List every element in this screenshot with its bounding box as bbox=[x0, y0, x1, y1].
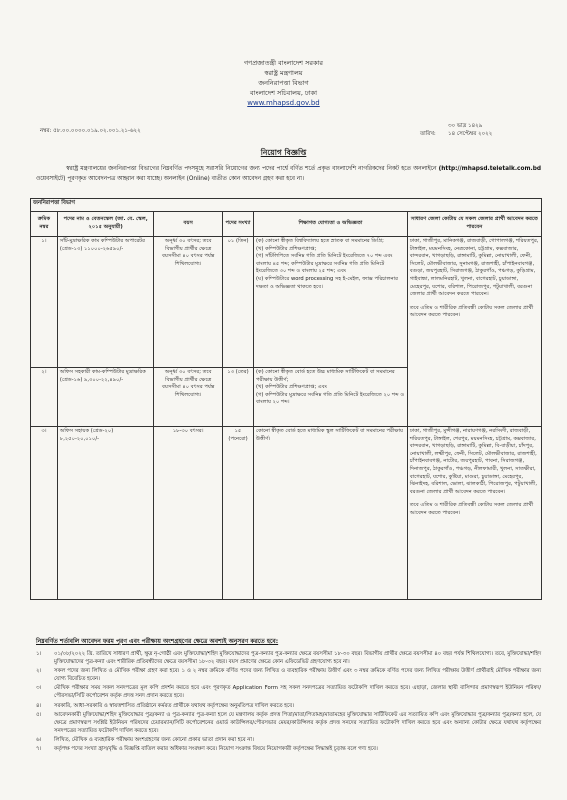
table-row bbox=[31, 427, 542, 600]
condition-number: ৩। bbox=[36, 685, 42, 692]
col-district: সাধারণ জেলা কোটায় যে সকল জেলার প্রার্থী আবেদন করতে পারবেন bbox=[407, 212, 541, 237]
website-link[interactable]: www.mhapsd.gov.bd bbox=[247, 99, 320, 107]
condition-item bbox=[36, 736, 541, 744]
district-note: তবে এতিম ও শারীরিক প্রতিবন্ধী কোটায় সকল জেলার প্রার্থী আবেদন করতে পারবেন। bbox=[409, 502, 534, 516]
notice-title: নিয়োগ বিজ্ঞপ্তি bbox=[260, 148, 307, 157]
vacancy-table bbox=[30, 198, 542, 600]
table-row bbox=[31, 237, 542, 368]
condition-text: লিখিত, মৌখিক ও ব্যবহারিক পরীক্ষায় অংশগ্রহণের জন্য কোনো প্রকার ভাতা প্রদান করা হবে না। bbox=[54, 736, 254, 743]
date-bangla: ৩০ ভাদ্র ১৪২৯ bbox=[448, 123, 483, 129]
row-post: অফিস সহায়ক (গ্রেড-২০) ৮,২৫০-২০,০১০/- bbox=[57, 427, 154, 600]
notice-date bbox=[420, 122, 493, 138]
row-qualification bbox=[253, 237, 407, 368]
government-header bbox=[0, 58, 567, 108]
date-english: ১৪ সেপ্টেম্বর ২০২২ bbox=[448, 131, 493, 137]
qualification-line: (খ) কম্পিউটার প্রশিক্ষণপ্রাপ্ত; bbox=[255, 245, 317, 252]
row-age: অনূর্ধ্ব ৩০ বৎসর; তবে বিভাগীয় প্রার্থীর ক্ষেত্রে বয়সসীমা ৪০ বৎসর পর্যন্ত শিথিলযোগ্য। bbox=[154, 237, 223, 368]
header-division: জননিরাপত্তা বিভাগ bbox=[258, 79, 309, 87]
qualification-line: (গ) কম্পিউটার মুদ্রাক্ষরে সর্বনিম্ন গতি প্রতি মিনিটে ইংরেজিতে ২০ শব্দ ও বাংলায় ২০ শব্দ। bbox=[255, 391, 405, 406]
qualification-line: কোনো স্বীকৃত বোর্ড হতে মাধ্যমিক স্কুল সার্টিফিকেট বা সমমানের পরীক্ষায় উত্তীর্ণ। bbox=[255, 428, 404, 442]
col-post: পদের নাম ও বেতনস্কেল (জা. বে. স্কেল, ২০১৫ অনুযায়ী) bbox=[57, 212, 154, 237]
qualification-line: (ক) কোনো স্বীকৃত বোর্ড হতে উচ্চ মাধ্যমিক সার্টিফিকেট বা সমমানের পরীক্ষায় উত্তীর্ণ; bbox=[255, 369, 395, 383]
district-names: ঢাকা, গাজীপুর, মানিকগঞ্জ, রাজবাড়ী, গোপালগঞ্জ, শরিয়তপুর, টাঙ্গাইল, ময়মনসিংহ, নেত্রকোনা, চট্টগ্রাম, কক্সবাজার, বান্দরবান, খাগড়াছড়ি, রাঙ্গামাটি, কুমিল্লা, নোয়াখালী, ফেনী, সিলেট, মৌলভীবাজার, সুনামগঞ্জ, রাজশাহী, চাঁপাইনবাবগঞ্জ, বগুড়া, জয়পুরহাট, সিরাজগঞ্জ, ঠাকুরগাঁও, পঞ্চগড়, কুড়িগ্রাম, গাইবান্ধা, লালমনিরহাট, খুলনা, বাগেরহাট, চুয়াডাঙ্গা, মেহেরপুর, যশোর, বরিশাল, পিরোজপুর, পটুয়াখালী, বরগুনা জেলার প্রার্থী আবেদন করতে পারবেন। bbox=[409, 238, 539, 298]
qualification-line: (খ) কম্পিউটার প্রশিক্ষণপ্রাপ্ত; এবং bbox=[255, 384, 327, 391]
row-serial: ১। bbox=[31, 237, 58, 368]
row-serial: ৩। bbox=[31, 427, 58, 600]
intro-text: স্বরাষ্ট্র মন্ত্রণালয়ের জননিরাপত্তা বিভাগের নিম্নবর্ণিত পদসমূহে সরাসরি নিয়োগের জন্য পদের পার্শ্বে বর্ণিত শর্তে প্রকৃত বাংলাদেশি নাগরিকদের নিকট হতে অনলাইনে bbox=[66, 166, 437, 172]
district-names: ঢাকা, গাজীপুর, মুন্সীগঞ্জ, নারায়ণগঞ্জ, নরসিংদী, রাজবাড়ী, শরিয়তপুর, টাঙ্গাইল, শেরপুর, ময়মনসিংহ, চট্টগ্রাম, কক্সবাজার, বান্দরবান, খাগড়াছড়ি, রাঙ্গামাটি, কুমিল্লা, বি-বাড়ীয়া, চাঁদপুর, নোয়াখালী, লক্ষ্মীপুর, ফেনী, সিলেট, মৌলভীবাজার, রাজশাহী, চাঁপাইনবাবগঞ্জ, নাটোর, জয়পুরহাট, পাবনা, সিরাজগঞ্জ, দিনাজপুর, ঠাকুরগাঁও, পঞ্চগড়, নীলফামারী, খুলনা, সাতক্ষীরা, বাগেরহাট, যশোর, কুষ্টিয়া, মাগুরা, চুয়াডাঙ্গা, মেহেরপুর, ঝিনাইদহ, বরিশাল, ভোলা, ঝালকাঠী, পিরোজপুর, পটুয়াখালী, বরগুনা জেলার প্রার্থী আবেদন করতে পারবেন। bbox=[409, 428, 537, 495]
qualification-line: (ক) কোনো স্বীকৃত বিশ্ববিদ্যালয় হতে স্নাতক বা সমমানের ডিগ্রি; bbox=[255, 238, 384, 244]
conditions-list bbox=[36, 650, 541, 754]
condition-number: ৫। bbox=[36, 711, 42, 718]
col-qualification: শিক্ষাগত যোগ্যতা ও অভিজ্ঞতা bbox=[253, 212, 407, 237]
row-serial: ২। bbox=[31, 368, 58, 427]
row-age: ১৮-৩০ বৎসর। bbox=[154, 427, 223, 600]
memo-number: নম্বর: ৫৮.০০.০০০০.০১৯.০২.০০১.২১-৬২২ bbox=[40, 128, 141, 134]
header-line-1: গণপ্রজাতন্ত্রী বাংলাদেশ সরকার bbox=[244, 59, 323, 67]
row-age: অনূর্ধ্ব ৩০ বৎসর; তবে বিভাগীয় প্রার্থীর ক্ষেত্রে বয়সসীমা ৪০ বৎসর পর্যন্ত শিথিলযোগ্য। bbox=[154, 368, 223, 427]
teletalk-link[interactable]: (http://mhapsd.teletalk.com.bd bbox=[438, 166, 542, 172]
qualification-line: (গ) সাঁটলিপিতে সর্বনিম্ন গতি প্রতি মিনিটে ইংরেজিতে ৭০ শব্দ এবং বাংলায় ৪৫ শব্দ; কম্পিউটার মুদ্রাক্ষরে সর্বনিম্ন গতি প্রতি মিনিটে ইংরেজিতে ৩০ শব্দ ও বাংলায় ২৫ শব্দ; এবং bbox=[255, 253, 393, 275]
condition-item bbox=[36, 745, 541, 753]
condition-number: ৬। bbox=[36, 736, 42, 743]
row-count: ১৩ (তের) bbox=[223, 368, 254, 427]
row-post: অফিস সহকারী কাম-কম্পিউটার মুদ্রাক্ষরিক (গ্রেড-১৬) ৯,৩০০-২২,৪৯০/- bbox=[57, 368, 154, 427]
row-qualification bbox=[253, 427, 407, 600]
conditions-title: নিম্নবর্ণিত শর্তাবলি আবেদন ফরম পূরণ এবং পরীক্ষায় অংশগ্রহণের ক্ষেত্রে অবশ্যই অনুসরণ করতে হবে: bbox=[36, 638, 279, 645]
header-ministry: স্বরাষ্ট্র মন্ত্রণালয় bbox=[264, 69, 303, 77]
row-post: সাঁট-মুদ্রাক্ষরিক কাম কম্পিউটার অপারেটর (গ্রেড-১৩) ১১০০০-২৬৫৯০/- bbox=[57, 237, 154, 368]
table-header-row bbox=[31, 212, 542, 237]
col-count: পদের সংখ্যা bbox=[223, 212, 254, 237]
condition-text: কর্তৃপক্ষ পদের সংখ্যা হ্রাস/বৃদ্ধি ও বিজ্ঞপ্তি বাতিল করার অধিকার সংরক্ষণ করে। নিয়োগ সংক্রান্ত বিষয়ে নিয়োগকারী কর্তৃপক্ষের সিদ্ধান্তই চূড়ান্ত বলে গণ্য হবে। bbox=[54, 746, 378, 753]
district-list bbox=[407, 237, 541, 427]
condition-number: ৪। bbox=[36, 702, 42, 709]
intro-paragraph bbox=[36, 164, 541, 184]
condition-number: ১। bbox=[36, 651, 42, 657]
condition-item bbox=[36, 650, 541, 666]
condition-item bbox=[36, 702, 541, 710]
condition-text: ০১/০৮/২০২২ খ্রি. তারিখে সাধারণ প্রার্থী, ক্ষুদ্র নৃ-গোষ্ঠী এবং মুক্তিযোদ্ধা/শহিদ মুক্তিযোদ্ধাদের পুত্র-কন্যার পুত্র-কন্যার ক্ষেত্রে বয়সসীমা ১৮-৩০ বছর। বিভাগীয় প্রার্থীর ক্ষেত্রে বয়সসীমা ৪০ বছর পর্যন্ত শিথিলযোগ্য। তবে, মুক্তিযোদ্ধা/শহিদ মুক্তিযোদ্ধাদের পুত্র-কন্যা এবং শারীরিক প্রতিবন্ধীদের ক্ষেত্রে বয়সসীমা ১৮-৩২ বছর। বয়স প্রমাণের ক্ষেত্রে কোন এফিডেভিট গ্রহণযোগ্য হবে না। bbox=[54, 651, 541, 666]
col-age: বয়স bbox=[154, 212, 223, 237]
department-name: জননিরাপত্তা বিভাগ bbox=[31, 199, 542, 212]
date-label: তারিখ: bbox=[420, 131, 436, 137]
condition-text: মৌখিক পরীক্ষার সময় সকল সনদপত্রের মূল কপি প্রদর্শন করতে হবে এবং পূরণকৃত Application Form সহ সকল সনদপত্রের সত্যায়িত ফটোকপি দাখিল করতে হবে। এছাড়া, জেলার স্থায়ী বাসিন্দার প্রমাণস্বরূপ ইউনিয়ন পরিষদ/পৌরসভা/সিটি কর্পোরেশন কর্তৃক প্রদত্ত সনদ প্রদান করতে হবে। bbox=[54, 685, 541, 700]
qualification-line: (ঘ) কম্পিউটারে word processing সহ ই-মেইল, ফ্যাক্স পরিচালনার দক্ষতা ও অভিজ্ঞতা থাকতে হবে। bbox=[255, 275, 398, 290]
condition-number: ৭। bbox=[36, 746, 42, 753]
intro-text-rest: ওয়েবসাইটে) পূরণকৃত আবেদনপত্র আহ্বান করা যাচ্ছে। অনলাইন (Online) ব্যতীত কোন আবেদন গ্রহণ করা হবে না। bbox=[36, 176, 304, 182]
condition-text: সরকারি, আধা-সরকারি ও স্বায়ত্তশাসিত প্রতিষ্ঠানে কর্মরত প্রার্থীকে যথাযথ কর্তৃপক্ষের অনুমতিপত্র দাখিল করতে হবে। bbox=[54, 702, 294, 709]
district-note: তবে এতিম ও শারীরিক প্রতিবন্ধী কোটায় সকল জেলার প্রার্থী আবেদন করতে পারবেন। bbox=[409, 304, 534, 319]
header-secretariat: বাংলাদেশ সচিবালয়, ঢাকা bbox=[250, 89, 317, 97]
col-serial: ক্রমিক নম্বর bbox=[31, 212, 58, 237]
row-qualification bbox=[253, 368, 407, 427]
row-count: ১৫ (পনেরো) bbox=[223, 427, 254, 600]
row-count: ০১ (তিন) bbox=[223, 237, 254, 368]
condition-text: আবেদনকারী মুক্তিযোদ্ধা/শহিদ মুক্তিযোদ্ধার পুত্র/কন্যা ও পুত্র-কন্যার পুত্র-কন্যা হলে যে মন্ত্রণালয় কর্তৃক প্রদত্ত পিতা/মাতা/পিতামহ/মাতামহের মুক্তিযোদ্ধার সার্টিফিকেট এর সত্যায়িত কপি এবং মুক্তিযোদ্ধার পুত্র/কন্যার পুত্র/কন্যা হলে, যে ক্ষেত্রে প্রমাণস্বরূপ সংশ্লিষ্ট ইউনিয়ন পরিষদের চেয়ারম্যান/সিটি কর্পোরেশনের ওয়ার্ড কাউন্সিলর/পৌরসভার মেয়র/কাউন্সিলর কর্তৃক প্রদত্ত সনদের সত্যায়িত ফটোকপি দাখিল করতে হবে এবং অন্যান্য কোটার ক্ষেত্রে যথাযথ কর্তৃপক্ষের সনদপত্রের সত্যায়িত ফটোকপি দাখিল করতে হবে। bbox=[54, 711, 541, 734]
condition-item bbox=[36, 711, 541, 735]
condition-item bbox=[36, 684, 541, 700]
condition-text: সকল পদের জন্য লিখিত ও মৌখিক পরীক্ষা গ্রহণ করা হবে। ১ ও ২ নম্বর ক্রমিকে বর্ণিত পদের জন্য লিখিত ও ব্যবহারিক পরীক্ষায় উত্তীর্ণ এবং ৩ নম্বর ক্রমিকে বর্ণিত পদের জন্য লিখিত পরীক্ষায় উত্তীর্ণ প্রার্থীরাই মৌখিক পরীক্ষার জন্য যোগ্য বিবেচিত হবেন। bbox=[54, 668, 541, 683]
condition-number: ২। bbox=[36, 668, 42, 675]
condition-item bbox=[36, 667, 541, 683]
district-list bbox=[407, 427, 541, 600]
